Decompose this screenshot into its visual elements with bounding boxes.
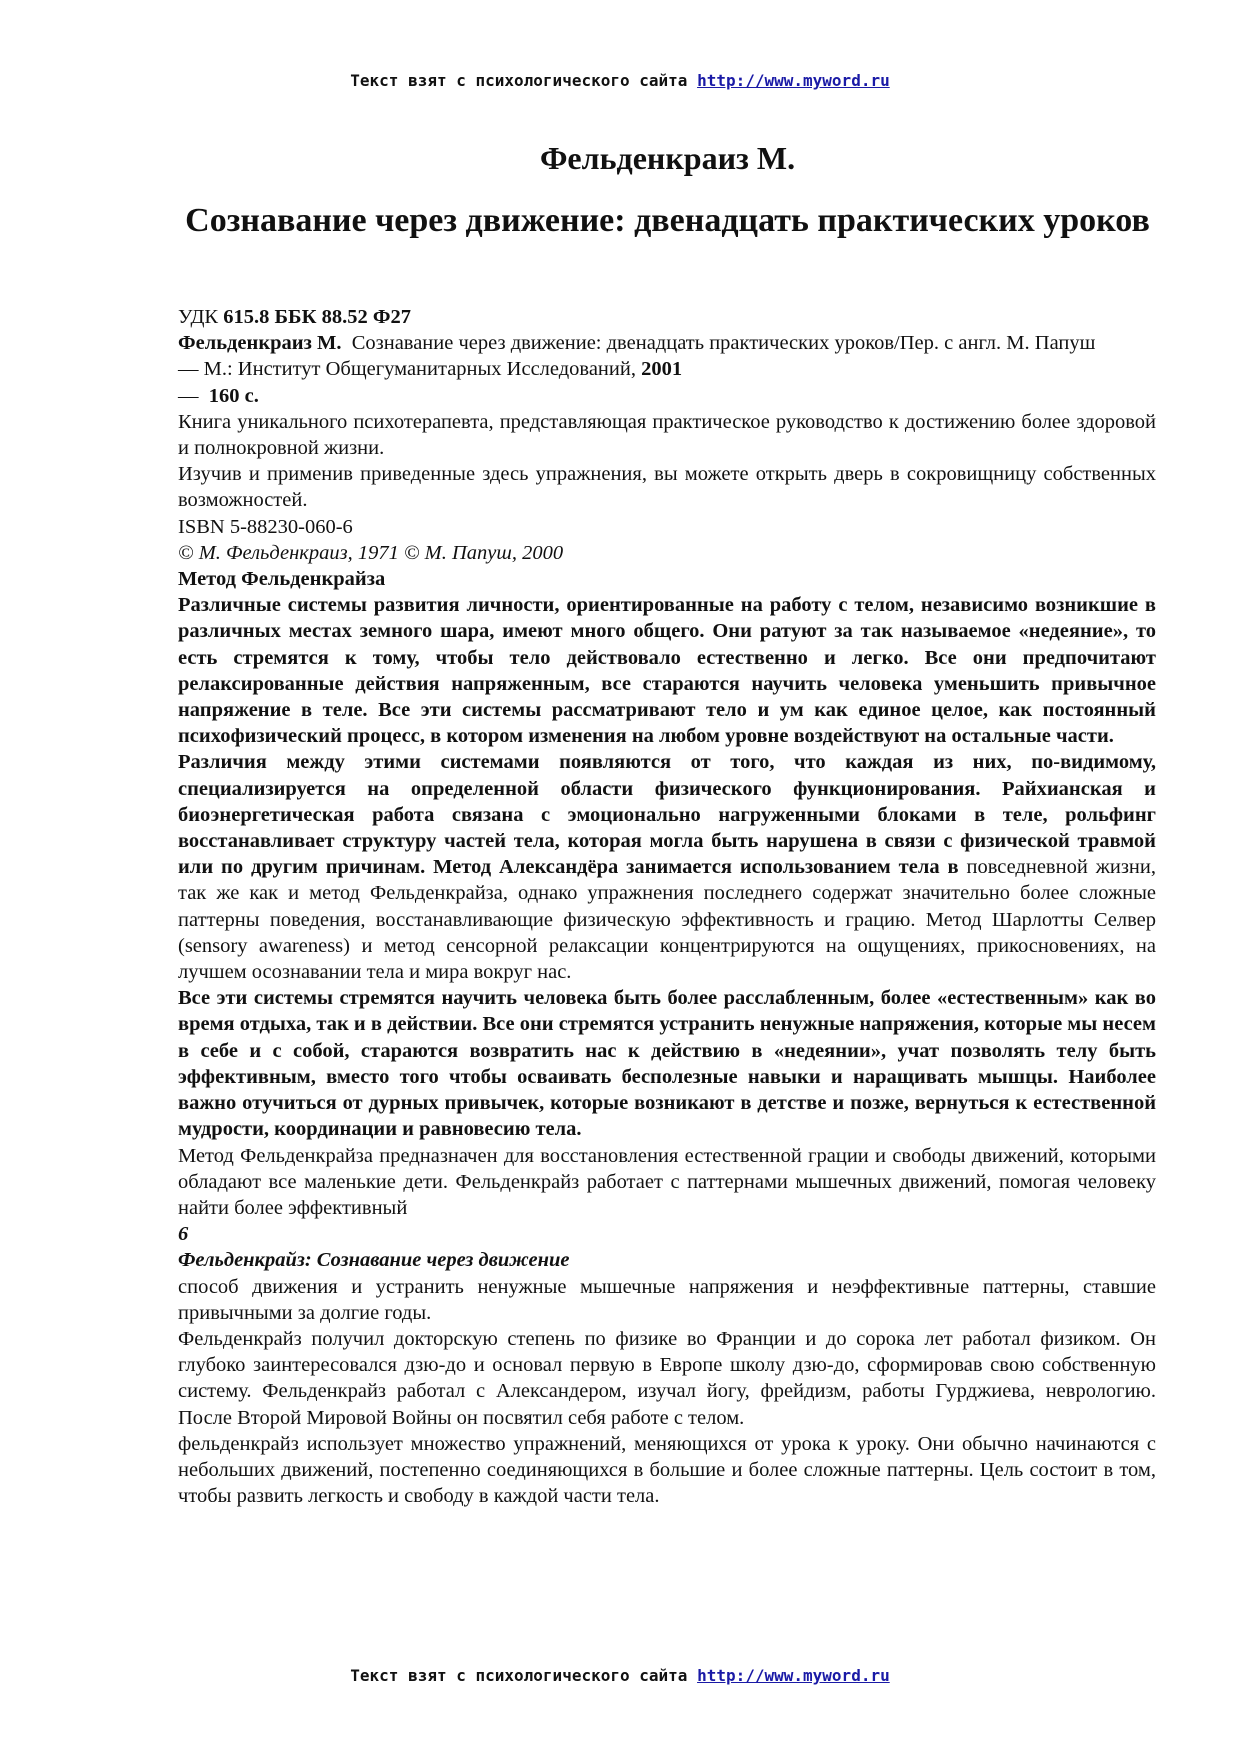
reference-author: Фельденкраиз М. — [178, 332, 342, 355]
pages-line — [178, 383, 1156, 409]
paragraph-4: Метод Фельденкрайза предназначен для восстановления естественной грации и свободы движений, которыми обладают все маленькие дети. Фельденкрайз работает с паттернами мышечных движений, помогая человеку найти более эффективный — [178, 1144, 1156, 1219]
copyright: © М. Фельденкраиз, 1971 © М. Папуш, 2000 — [178, 541, 564, 564]
udk-line — [178, 304, 1156, 330]
annotation-2: Изучив и применив приведенные здесь упражнения, вы можете открыть дверь в сокровищницу собственных возможностей. — [178, 463, 1156, 512]
document-body — [178, 304, 1156, 1509]
paragraph-2-normal: повседневной жизни, так же как и метод Фельденкрайза, однако упражнения последнего содержат значительно более сложные паттерны поведения, восстанавливающие физическую эффективность и грацию. Метод Шарлотты Селвер (sensory awareness) и метод сенсорной релаксации концентрируются на ощущениях, прикосновениях, на лучшем осознавании тела и мира вокруг нас. — [178, 856, 1156, 984]
page-count: 160 с. — [208, 384, 259, 407]
paragraph-2 — [178, 749, 1156, 985]
book-author: Фельденкраиз М. — [539, 140, 796, 176]
isbn: ISBN 5-88230-060-6 — [178, 515, 353, 538]
publisher-line — [178, 356, 1156, 382]
publisher: — М.: Институт Общегуманитарных Исследований, — [178, 358, 636, 381]
reference-line — [178, 330, 1156, 356]
footer-link[interactable]: http://www.myword.ru — [697, 1666, 890, 1685]
paragraph-3: Все эти системы стремятся научить человека быть более расслабленным, более «естественным» как во время отдыха, так и в действии. Все они стремятся устранить ненужные напряжения, которые мы несем в себе и с собой, стараются возвратить нас к действию в «недеянии», учат позволять телу быть эффективным, вместо того чтобы осваивать бесполезные навыки и наращивать мышцы. Наиболее важно отучиться от дурных привычек, которые возникают в детстве и позже, вернуться к естественной мудрости, координации и равновесию тела. — [178, 987, 1156, 1141]
udk-label: УДК — [178, 306, 219, 328]
page-header — [0, 71, 1240, 90]
section-heading: Метод Фельденкрайза — [178, 568, 386, 591]
paragraph-1: Различные системы развития личности, ориентированные на работу с телом, независимо возникшие в различных местах земного шара, имеют много общего. Они ратуют за так называемое «недеяние», то есть стремятся к тому, чтобы тело действовало естественно и легко. Все они предпочитают релаксированные действия напряженным, все стараются научить человека уменьшить привычное напряжение в теле. Все эти системы рассматривают тело и ум как единое целое, как постоянный психофизический процесс, в котором изменения на любом уровне воздействуют на остальные части. — [178, 594, 1156, 748]
publication-year: 2001 — [641, 358, 683, 381]
page-number: 6 — [178, 1223, 189, 1246]
paragraph-5: способ движения и устранить ненужные мышечные напряжения и неэффективные паттерны, ставшие привычными за долгие годы. — [178, 1275, 1156, 1324]
header-link[interactable]: http://www.myword.ru — [697, 71, 890, 90]
header-text: Текст взят с психологического сайта — [350, 71, 688, 90]
running-head: Фельденкрайз: Сознавание через движение — [178, 1249, 570, 1272]
footer-text: Текст взят с психологического сайта — [350, 1666, 688, 1685]
paragraph-7: фельденкрайз использует множество упражнений, меняющихся от урока к уроку. Они обычно начинаются с небольших движений, постепенно соединяющихся в большие и более сложные паттерны. Цель состоит в том, чтобы развить легкость и свободу в каждой части тела. — [178, 1432, 1156, 1508]
udk-codes: 615.8 ББК 88.52 Ф27 — [223, 306, 411, 328]
annotation-1: Книга уникального психотерапевта, представляющая практическое руководство к достижению более здоровой и полнокровной жизни. — [178, 410, 1156, 460]
paragraph-6: Фельденкрайз получил докторскую степень по физике во Франции и до сорока лет работал физиком. Он глубоко заинтересовался дзю-до и основал первую в Европе школу дзю-до, сформировав свою собственную систему. Фельденкрайз работал с Александером, изучал йогу, фрейдизм, работы Гурджиева, неврологию. После Второй Мировой Войны он посвятил себя работе с телом. — [178, 1327, 1156, 1429]
paragraph-2-bold: Различия между этими системами появляются от того, что каждая из них, по-видимому, специализируется на определенной области физического функционирования. Райхианская и биоэнергетическая работа связана с эмоционально нагруженными блоками в теле, рольфинг восстанавливает структуру частей тела, которая могла быть нарушена в связи с физической травмой или по другим причинам. Метод Александёра занимается использованием тела в — [178, 751, 1156, 879]
pages-dash: — — [178, 384, 199, 407]
book-title: Сознавание через движение: двенадцать практических уроков — [185, 202, 1150, 239]
page-footer — [0, 1666, 1240, 1685]
reference-text: Сознавание через движение: двенадцать практических уроков/Пер. с англ. М. Папуш — [351, 332, 1096, 355]
